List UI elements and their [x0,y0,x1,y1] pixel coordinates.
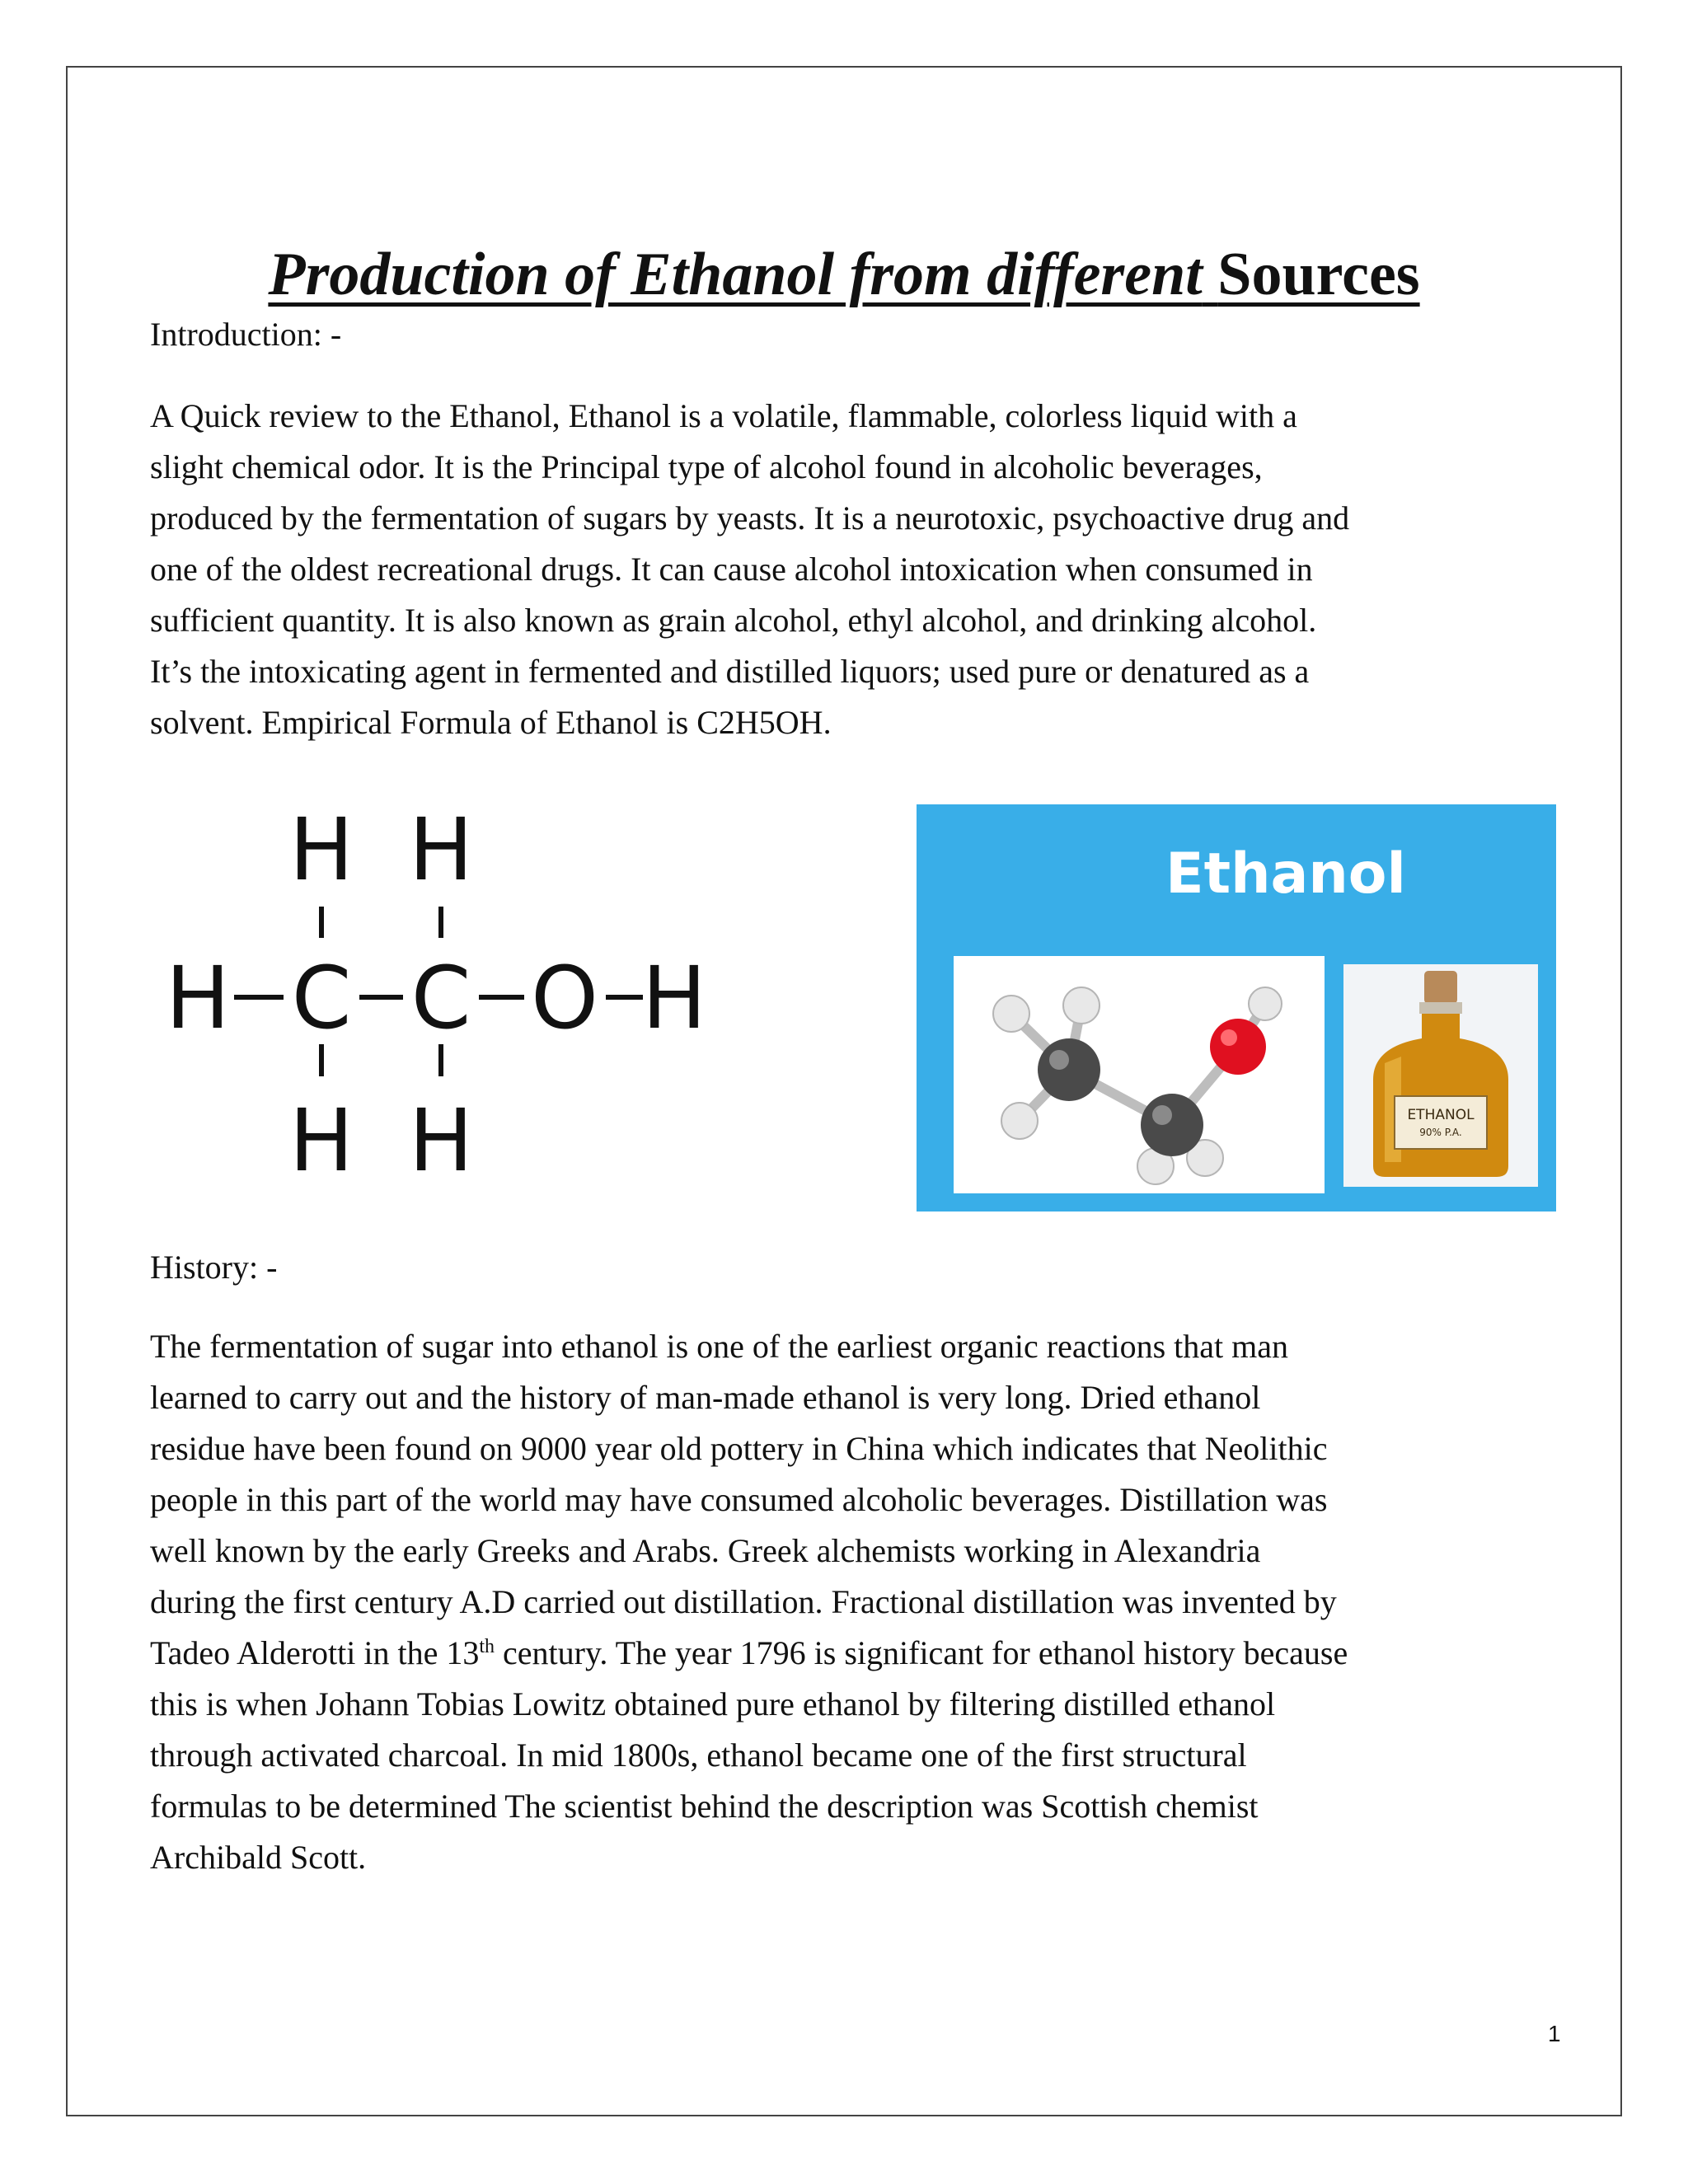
paragraph-line: The fermentation of sugar into ethanol is one of the earliest organic reactions that man [150,1328,1289,1365]
bottle-label-name: ETHANOL [1407,1107,1475,1123]
paragraph-line: this is when Johann Tobias Lowitz obtained pure ethanol by filtering distilled ethanol [150,1685,1276,1722]
paragraph-line: people in this part of the world may have consumed alcoholic beverages. Distillation was [150,1481,1328,1518]
bottle-icon [1343,964,1538,1187]
line-text: Tadeo Alderotti in the 13 [150,1634,480,1671]
bottle-label-purity: 90% P.A. [1419,1127,1462,1138]
atom-h: H [165,948,231,1048]
atom-o: O [531,948,598,1048]
paragraph-line: one of the oldest recreational drugs. It can cause alcohol intoxication when consumed in [150,551,1313,588]
paragraph-line: Archibald Scott. [150,1839,367,1876]
introduction-paragraph [150,391,1568,748]
atom-c: C [291,948,352,1048]
paragraph-line: slight chemical odor. It is the Principal type of alcohol found in alcoholic beverages, [150,448,1263,485]
atom-h: H [408,801,474,900]
paragraph-line: through activated charcoal. In mid 1800s, ethanol became one of the first structural [150,1736,1247,1774]
paragraph-line: solvent. Empirical Formula of Ethanol is C2H5OH. [150,704,832,741]
title-italic-part: Production of Ethanol from different [268,240,1203,308]
paragraph-line: It’s the intoxicating agent in fermented and distilled liquors; used pure or denatured as a [150,653,1310,690]
history-paragraph [150,1321,1568,1883]
paragraph-line: learned to carry out and the history of man-made ethanol is very long. Dried ethanol [150,1379,1261,1416]
paragraph-line: A Quick review to the Ethanol, Ethanol is a volatile, flammable, colorless liquid with a [150,397,1297,434]
paragraph-line: during the first century A.D carried out distillation. Fractional distillation was invented by [150,1583,1337,1620]
atom-c: C [410,948,471,1048]
title-plain-part: Sources [1217,240,1420,308]
history-heading: History: - [150,1249,278,1286]
paragraph-line: sufficient quantity. It is also known as grain alcohol, ethyl alcohol, and drinking alcohol. [150,602,1317,639]
paragraph-line [150,1628,1568,1679]
document-title [0,240,1688,308]
ethanol-bottle-image [1343,964,1538,1187]
atom-h: H [641,948,707,1048]
ethanol-image-label: Ethanol [1165,841,1406,907]
paragraph-line: produced by the fermentation of sugars by yeasts. It is a neurotoxic, psychoactive drug and [150,499,1350,537]
ball-and-stick-molecule-image [954,956,1325,1193]
line-text: century. The year 1796 is significant for ethanol history because [495,1634,1348,1671]
ethanol-structural-formula [165,801,709,1188]
atom-h: H [408,1090,474,1188]
paragraph-line: formulas to be determined The scientist behind the description was Scottish chemist [150,1788,1259,1825]
paragraph-line: residue have been found on 9000 year old pottery in China which indicates that Neolithic [150,1430,1328,1467]
atom-h: H [288,1090,354,1188]
page-number: 1 [1548,2021,1561,2046]
ethanol-image [917,804,1556,1212]
paragraph-line: well known by the early Greeks and Arabs. Greek alchemists working in Alexandria [150,1532,1261,1569]
atom-h: H [288,801,354,900]
molecule-model-icon [954,956,1325,1193]
ordinal-superscript: th [479,1636,495,1657]
introduction-heading: Introduction: - [150,316,342,353]
